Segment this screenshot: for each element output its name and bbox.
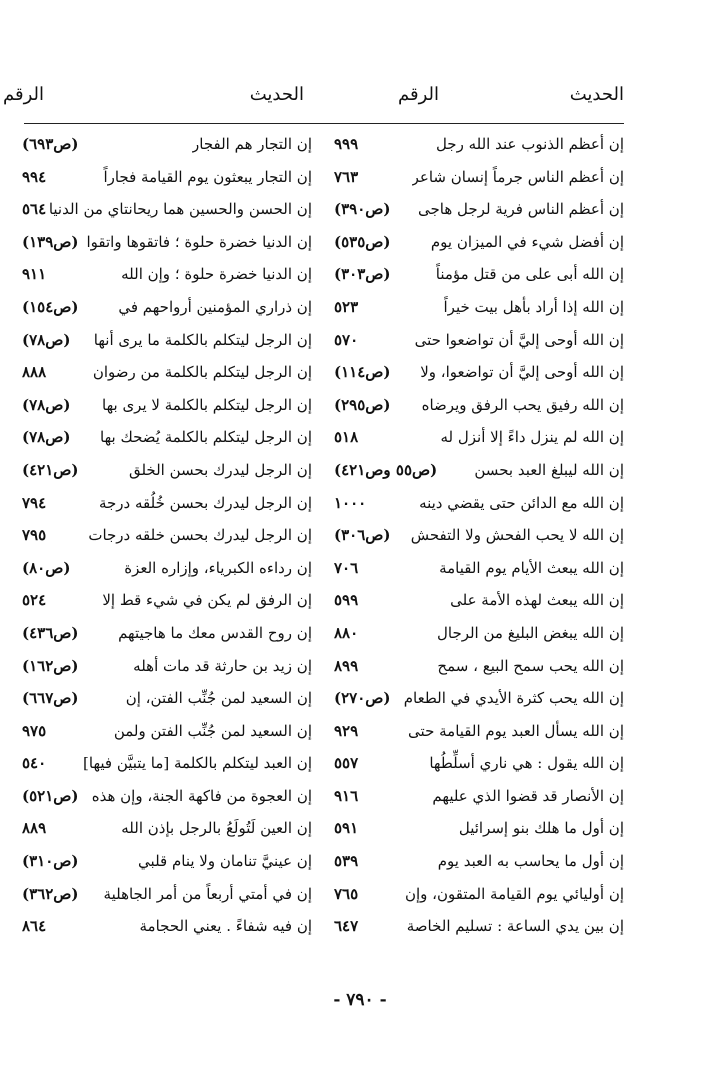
index-entry	[334, 128, 624, 161]
hadith-number: ٧٩٤	[22, 493, 47, 512]
hadith-text: إن الله لم ينزل داءً إلا أنزل له	[440, 428, 624, 447]
hadith-number: ٨٦٤	[22, 917, 47, 936]
hadith-number: (ص٥٥ وص٤٢١)	[334, 460, 438, 479]
hadith-number: (ص٤٣٦)	[22, 623, 79, 642]
hadith-text: إن الله إذا أراد بأهل بيت خيراً	[443, 297, 624, 316]
page-number: - ٧٩٠ -	[333, 990, 387, 1010]
hadith-number: ٩٩٤	[22, 167, 47, 186]
hadith-text: إن الرجل ليدرك بحسن خلقه درجات	[88, 526, 312, 545]
index-entry	[22, 650, 312, 683]
hadith-text: إن الرجل ليدرك بحسن الخلق	[128, 460, 312, 479]
index-entry	[334, 845, 624, 878]
hadith-text: إن في أمتي أربعاً من أمر الجاهلية	[103, 884, 312, 903]
hadith-text: إن زيد بن حارثة قد مات أهله	[133, 656, 312, 675]
index-entry	[22, 161, 312, 194]
hadith-number: ٥٢٤	[22, 591, 47, 610]
index-entry	[334, 421, 624, 454]
hadith-number: ٩٧٥	[22, 721, 47, 740]
index-entry	[22, 910, 312, 943]
index-entry	[334, 780, 624, 813]
header-rule	[24, 123, 624, 124]
hadith-text: إن الله يقول : هي ناري أسلِّطُها	[429, 754, 624, 773]
hadith-number: (ص٥٢١)	[22, 786, 79, 805]
index-entry	[22, 617, 312, 650]
hadith-number: (ص٧٨)	[22, 428, 71, 447]
hadith-text: إن الله أوحى إليَّ أن تواضعوا حتى	[414, 330, 624, 349]
hadith-number: (ص٦٦٧)	[22, 689, 79, 708]
hadith-text: إن الله يبعث الأيام يوم القيامة	[439, 558, 624, 577]
hadith-number: (ص٧٨)	[22, 395, 71, 414]
hadith-text: إن الرجل ليتكلم بالكلمة يُضحك بها	[100, 428, 312, 447]
hadith-number: (ص٣٠٣)	[334, 265, 391, 284]
index-entry	[22, 780, 312, 813]
hadith-number: ٥٩٩	[334, 591, 359, 610]
hadith-number: (ص١٣٩)	[22, 232, 79, 251]
index-entry	[22, 324, 312, 357]
index-entry	[22, 226, 312, 259]
index-entry	[22, 421, 312, 454]
index-entry	[334, 519, 624, 552]
right-number-header: الرقم	[397, 84, 439, 105]
hadith-text: إن الله رفيق يحب الرفق ويرضاه	[421, 395, 624, 414]
hadith-number: ٥١٨	[334, 428, 359, 447]
index-entry	[334, 193, 624, 226]
hadith-text: إن أعظم الذنوب عند الله رجل	[435, 135, 624, 153]
index-entry	[22, 291, 312, 324]
hadith-text: إن الله ليبلغ العبد بحسن	[474, 460, 624, 479]
index-entry	[334, 324, 624, 357]
index-entry	[334, 812, 624, 845]
hadith-number: ٥٩١	[334, 819, 359, 838]
index-entry	[22, 715, 312, 748]
hadith-text: إن رداءه الكبرياء، وإزاره العزة	[124, 558, 312, 577]
index-entry	[334, 584, 624, 617]
index-entry	[334, 161, 624, 194]
hadith-number: (ص٢٩٥)	[334, 395, 391, 414]
hadith-text: إن أعظم الناس جرماً إنسان شاعر	[411, 167, 624, 186]
hadith-text: إن الله يبغض البليغ من الرجال	[436, 623, 624, 642]
index-entry	[22, 128, 312, 161]
hadith-text: إن أول ما يحاسب به العبد يوم	[437, 852, 624, 871]
hadith-text: إن العجوة من فاكهة الجنة، وإن هذه	[91, 786, 312, 805]
hadith-text: إن ذراري المؤمنين أرواحهم في	[118, 297, 312, 316]
index-entry	[334, 617, 624, 650]
hadith-number: (ص٥٣٥)	[334, 232, 391, 251]
index-entry	[334, 258, 624, 291]
index-entry	[334, 552, 624, 585]
index-entry	[334, 910, 624, 943]
hadith-text: إن الحسن والحسين هما ريحانتاي من الدنيا	[48, 200, 312, 219]
right-column	[334, 128, 624, 943]
index-entry	[22, 584, 312, 617]
hadith-text: إن الدنيا خضرة حلوة ؛ فاتقوها واتقوا	[86, 232, 312, 251]
hadith-number: ١٠٠٠	[334, 493, 367, 512]
hadith-number: ٥٢٣	[334, 297, 359, 316]
hadith-number: ٥٥٧	[334, 754, 359, 773]
hadith-number: ٥٦٤	[22, 200, 47, 219]
hadith-text: إن بين يدي الساعة : تسليم الخاصة	[406, 917, 624, 936]
hadith-number: (ص٣١٠)	[22, 852, 79, 871]
left-number-header: الرقم	[2, 84, 44, 105]
index-entry	[334, 454, 624, 487]
hadith-number: (ص٢٧٠)	[334, 689, 391, 708]
hadith-number: ٨٨٩	[22, 819, 47, 838]
index-entry	[334, 389, 624, 422]
hadith-text: إن الرجل ليدرك بحسن خُلُقه درجة	[98, 493, 312, 512]
hadith-number: (ص١٥٤)	[22, 297, 79, 316]
index-entry	[334, 682, 624, 715]
hadith-text: إن الرجل ليتكلم بالكلمة من رضوان	[92, 363, 312, 382]
hadith-text: إن أفضل شيء في الميزان يوم	[430, 232, 624, 251]
hadith-text: إن الدنيا خضرة حلوة ؛ وإن الله	[121, 265, 312, 284]
hadith-text: إن السعيد لمن جُنِّب الفتن ولمن	[113, 721, 312, 740]
hadith-text: إن العبد ليتكلم بالكلمة [ما يتبيَّن فيها]	[83, 754, 312, 773]
hadith-number: (ص٣٩٠)	[334, 200, 391, 219]
hadith-number: ٥٧٠	[334, 330, 359, 349]
hadith-number: ٧٦٣	[334, 167, 359, 186]
hadith-number: ٩٩٩	[334, 135, 359, 153]
hadith-number: ٩١٦	[334, 786, 359, 805]
left-column	[22, 128, 312, 943]
hadith-number: ٥٣٩	[334, 852, 359, 871]
index-entry	[334, 291, 624, 324]
hadith-text: إن الله يحب سمح البيع ، سمح	[437, 656, 624, 675]
hadith-number: (ص٣٠٦)	[334, 526, 391, 545]
hadith-number: ٨٨٨	[22, 363, 47, 382]
hadith-text: إن الرجل ليتكلم بالكلمة ما يرى أنها	[93, 330, 312, 349]
hadith-text: إن العين لَتُولَعُ بالرجل بإذن الله	[121, 819, 312, 838]
index-entry	[22, 812, 312, 845]
index-entry	[334, 747, 624, 780]
hadith-text: إن التجار هم الفجار	[192, 135, 312, 153]
hadith-text: إن الله يبعث لهذه الأمة على	[450, 591, 624, 610]
hadith-number: ٩٢٩	[334, 721, 359, 740]
hadith-number: ٨٩٩	[334, 656, 359, 675]
hadith-number: ٨٨٠	[334, 623, 359, 642]
index-entry	[334, 650, 624, 683]
index-entry	[22, 519, 312, 552]
hadith-number: ٦٤٧	[334, 917, 359, 936]
hadith-text: إن الله أبى على من قتل مؤمناً	[435, 265, 624, 284]
index-entry	[22, 682, 312, 715]
index-entry	[22, 552, 312, 585]
hadith-text: إن التجار يبعثون يوم القيامة فجاراً	[103, 167, 312, 186]
hadith-text: إن أعظم الناس فرية لرجل هاجى	[418, 200, 624, 219]
hadith-number: (ص٨٠)	[22, 558, 71, 577]
hadith-text: إن عينيَّ تنامان ولا ينام قلبي	[138, 852, 312, 871]
hadith-text: إن فيه شفاءً . يعني الحجامة	[139, 917, 312, 936]
hadith-number: ٧٩٥	[22, 526, 47, 545]
hadith-number: ٧٠٦	[334, 558, 359, 577]
hadith-number: (ص١٦٢)	[22, 656, 79, 675]
index-entry	[22, 389, 312, 422]
hadith-text: إن الله مع الدائن حتى يقضي دينه	[419, 493, 624, 512]
index-entry	[22, 454, 312, 487]
left-hadith-header: الحديث	[249, 84, 304, 105]
index-entry	[22, 258, 312, 291]
hadith-number: (ص٤٢١)	[22, 460, 79, 479]
index-entry	[334, 487, 624, 520]
index-entry	[22, 193, 312, 226]
hadith-text: إن الرجل ليتكلم بالكلمة لا يرى بها	[102, 395, 312, 414]
hadith-text: إن أول ما هلك بنو إسرائيل	[458, 819, 624, 838]
index-entry	[334, 715, 624, 748]
index-entry	[334, 356, 624, 389]
hadith-text: إن الرفق لم يكن في شيء قط إلا	[102, 591, 312, 610]
right-hadith-header: الحديث	[569, 84, 624, 105]
index-entry	[22, 487, 312, 520]
index-entry	[22, 747, 312, 780]
index-entry	[22, 878, 312, 911]
hadith-text: إن الله أوحى إليَّ أن تواضعوا، ولا	[420, 363, 624, 382]
index-entry	[22, 356, 312, 389]
hadith-number: (ص٣٦٢)	[22, 884, 79, 903]
index-entry	[334, 226, 624, 259]
hadith-text: إن الأنصار قد قضوا الذي عليهم	[432, 786, 624, 805]
hadith-number: (ص٦٩٣)	[22, 135, 79, 153]
page-header	[2, 84, 624, 114]
hadith-number: (ص١١٤)	[334, 363, 391, 382]
hadith-text: إن روح القدس معك ما هاجيتهم	[118, 623, 312, 642]
hadith-number: ٧٦٥	[334, 884, 359, 903]
hadith-number: ٩١١	[22, 265, 47, 284]
index-entry	[334, 878, 624, 911]
hadith-text: إن السعيد لمن جُنِّب الفتن، إن	[125, 689, 312, 708]
hadith-number: (ص٧٨)	[22, 330, 71, 349]
hadith-text: إن الله يحب كثرة الأيدي في الطعام	[403, 689, 624, 708]
hadith-text: إن أوليائي يوم القيامة المتقون، وإن	[404, 884, 624, 903]
hadith-text: إن الله يسأل العبد يوم القيامة حتى	[408, 721, 624, 740]
index-entry	[22, 845, 312, 878]
hadith-number: ٥٤٠	[22, 754, 47, 773]
hadith-text: إن الله لا يحب الفحش ولا التفحش	[410, 526, 624, 545]
